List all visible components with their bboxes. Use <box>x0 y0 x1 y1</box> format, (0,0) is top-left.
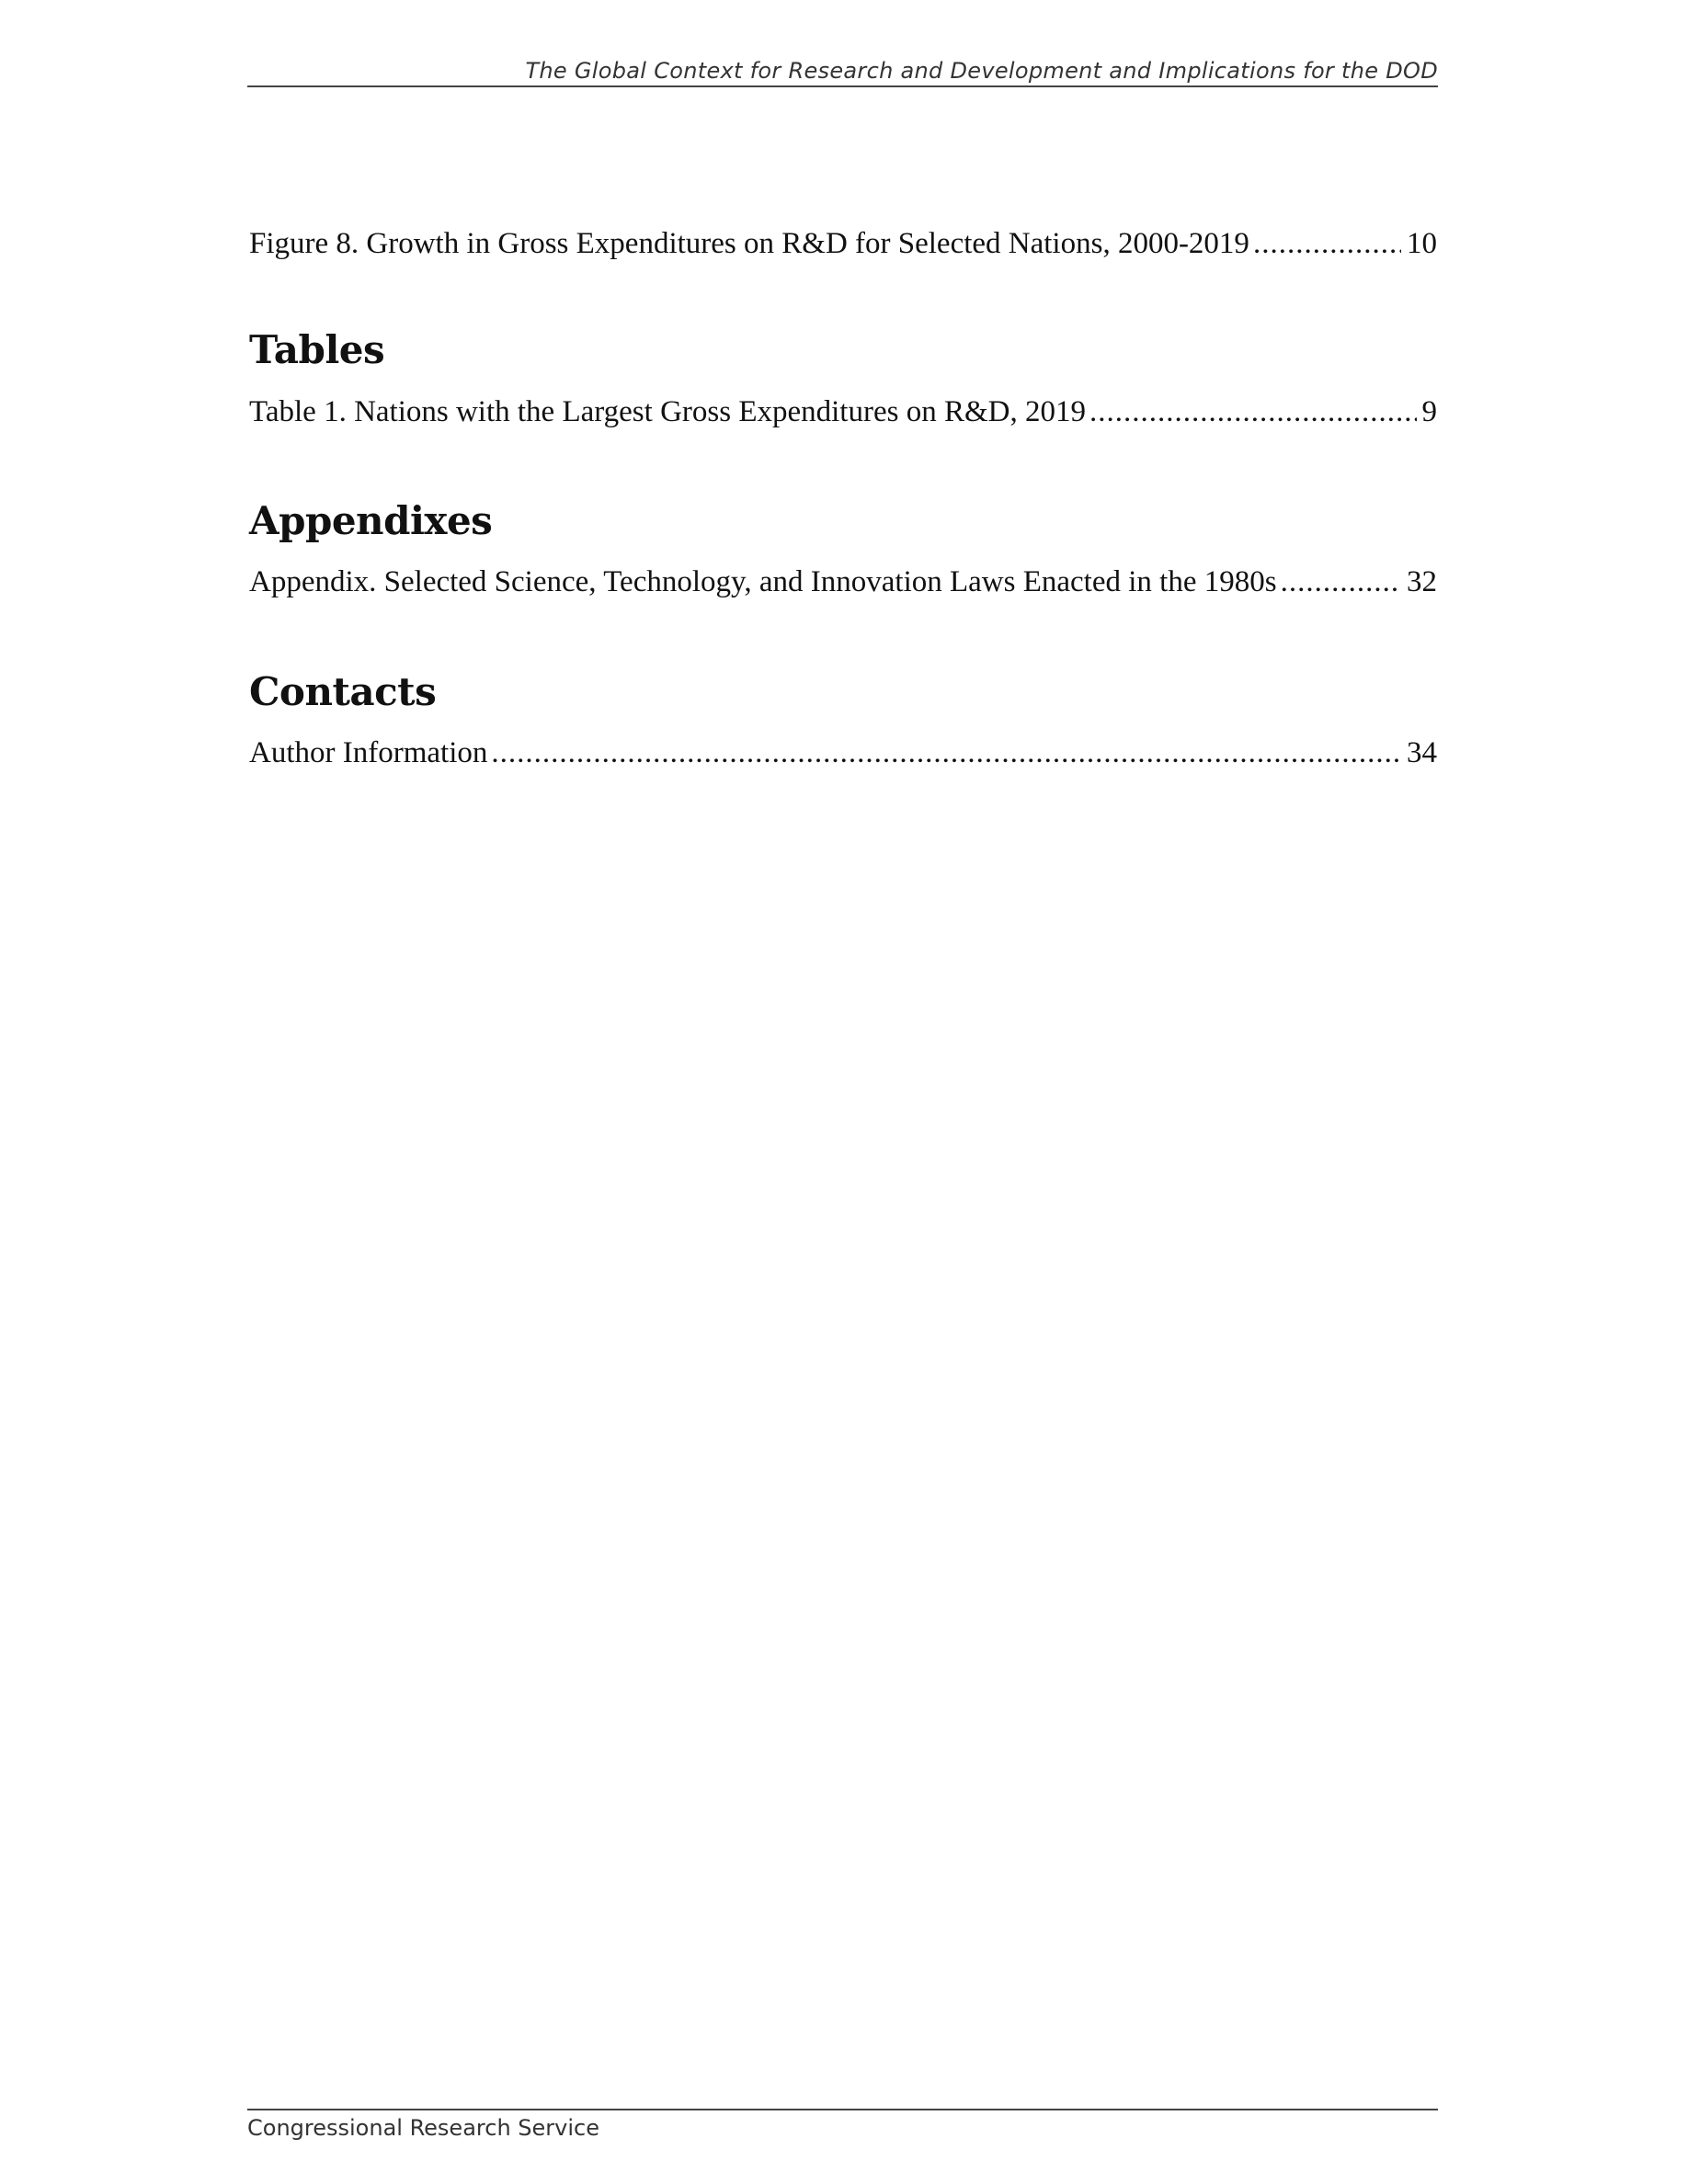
toc-dot-leader <box>491 734 1401 771</box>
toc-entry-table-1[interactable] <box>249 393 1437 430</box>
section-heading-appendixes: Appendixes <box>249 498 493 543</box>
toc-dot-leader <box>1281 563 1401 600</box>
toc-page-number: 9 <box>1421 395 1437 428</box>
toc-page-number: 10 <box>1407 227 1437 260</box>
toc-entry-label: Figure 8. Growth in Gross Expenditures on R&D for Selected Nations, 2000-2019 <box>249 227 1249 260</box>
toc-entry-label: Table 1. Nations with the Largest Gross Expenditures on R&D, 2019 <box>249 395 1086 428</box>
section-heading-tables: Tables <box>249 327 385 372</box>
toc-page-number: 32 <box>1407 565 1437 598</box>
toc-entry-author-information[interactable] <box>249 734 1437 771</box>
toc-entry-label: Appendix. Selected Science, Technology, and Innovation Laws Enacted in the 1980s <box>249 565 1277 598</box>
running-header-title: The Global Context for Research and Development and Implications for the DOD <box>525 58 1438 84</box>
toc-dot-leader <box>1089 393 1417 430</box>
toc-entry-label: Author Information <box>249 736 488 769</box>
toc-page-number: 34 <box>1407 736 1437 769</box>
toc-entry-appendix[interactable] <box>249 563 1437 600</box>
header-divider <box>247 85 1438 87</box>
footer-publisher: Congressional Research Service <box>247 2115 599 2141</box>
section-heading-contacts: Contacts <box>249 669 437 714</box>
toc-entry-figure-8[interactable] <box>249 225 1437 262</box>
toc-dot-leader <box>1253 225 1401 262</box>
footer-divider <box>247 2109 1438 2110</box>
